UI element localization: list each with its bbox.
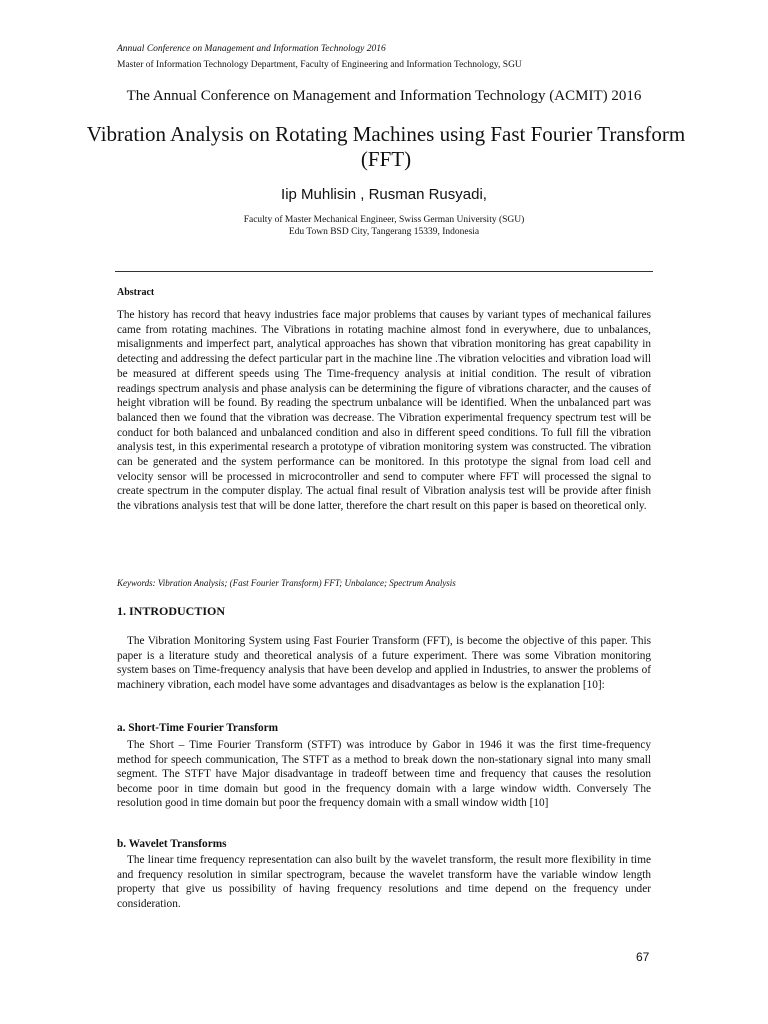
wavelet-paragraph: The linear time frequency representation can also built by the wavelet transform, the result more flexibility in time and frequency resolution in similar spectrogram, because the wavelet transform have the variable window length property that give us possibility of having frequency resolutions and time depend on the frequency under consideration. (117, 854, 651, 910)
subsection-heading-wavelet: b. Wavelet Transforms (117, 838, 227, 850)
keywords-line: Keywords: Vibration Analysis; (Fast Fourier Transform) FFT; Unbalance; Spectrum Analysis (117, 578, 456, 588)
paper-title: Vibration Analysis on Rotating Machines using Fast Fourier Transform (FFT) (86, 122, 686, 171)
paper-authors: Iip Muhlisin , Rusman Rusyadi, (281, 186, 487, 203)
affiliation-line-2: Edu Town BSD City, Tangerang 15339, Indonesia (288, 227, 480, 237)
affiliation-line-1: Faculty of Master Mechanical Engineer, Swiss German University (SGU) (243, 215, 525, 225)
running-header-conference: Annual Conference on Management and Information Technology 2016 (117, 44, 386, 54)
conference-title: The Annual Conference on Management and Information Technology (ACMIT) 2016 (126, 88, 642, 104)
separator-rule (115, 271, 653, 272)
running-header-department: Master of Information Technology Department, Faculty of Engineering and Information Technology, SGU (117, 60, 522, 70)
section-heading-introduction: 1. INTRODUCTION (117, 604, 226, 618)
subsection-heading-stft: a. Short-Time Fourier Transform (117, 722, 279, 734)
introduction-paragraph: The Vibration Monitoring System using Fast Fourier Transform (FFT), is become the objective of this paper. This paper is a literature study and theoretical analysis of a future experiment. There was some Vibration monitoring system bases on Time-frequency analysis that have been develop and applied in Industries, to answer the problems of machinery vibration, each model have some advantages and disadvantages as below is the explanation [10]: (117, 635, 651, 691)
page-number: 67 (636, 950, 650, 964)
author-affiliation (0, 214, 768, 238)
abstract-heading: Abstract (117, 287, 155, 298)
stft-paragraph: The Short – Time Fourier Transform (STFT) was introduce by Gabor in 1946 it was the first time-frequency method for speech communication, The STFT as a method to break down the non-stationary signal into many small segment. The STFT have Major disadvantage in tradeoff between time and frequency that causes the resolution become poor in time domain but good in the frequency domain with a large window width. Conversely The resolution good in time domain but poor the frequency domain with a small window width [10] (117, 739, 651, 810)
abstract-body: The history has record that heavy industries face major problems that causes by variant types of mechanical failures came from rotating machines. The Vibrations in rotating machine almost fond in everywhere, due to unbalances, misalignments and imperfect part, analytical approaches has shown that vibration monitoring has great capability in detecting and addressing the defect particular part in the machine line .The vibration velocities and vibration load will be measured at different speeds using The Time-frequency analysis at initial condition. The result of vibration readings spectrum analysis and phase analysis can be determining the figure of vibrations character, and the causes of height vibration will be found. By reading the spectrum unbalance will be identified. When the unbalanced part was balanced then we found that the vibration was decrease. The Vibration experimental frequency spectrum test will be conduct for both balanced and unbalanced condition and also in different speed conditions. To full fill the vibration analysis test, in this experimental research a prototype of vibration monitoring system was constructed. The vibration can be generated and the system performance can be monitored. In this prototype the signal from load cell and velocity sensor will be processed in microcontroller and send to computer where FFT will processed the signal to create spectrum in the computer display. The actual final result of Vibration analysis test will be provide after finish the vibrations analysis test that will be done latter, therefore the chart result on this paper is based on theoretical only. (117, 309, 651, 513)
